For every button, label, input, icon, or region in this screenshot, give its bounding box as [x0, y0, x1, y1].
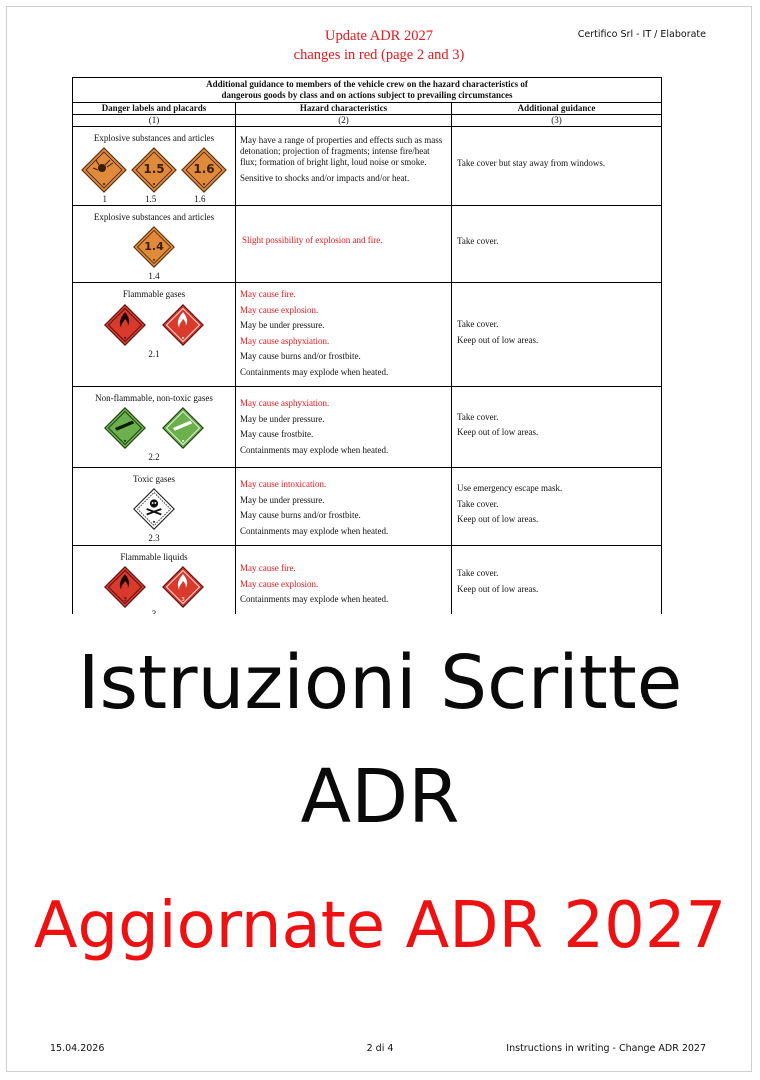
sign-number: 1 — [102, 194, 107, 204]
class-name: Flammable liquids — [120, 552, 188, 562]
table-cutoff — [72, 614, 672, 634]
hazard-cell — [236, 206, 452, 283]
danger-label-cell — [73, 283, 236, 387]
hazard-text: Containments may explode when heated. — [240, 525, 389, 536]
hazard-text: Containments may explode when heated. — [240, 366, 389, 377]
skull-crossbones-icon — [132, 487, 176, 531]
guidance-text: Take cover. — [457, 568, 499, 578]
sign-text: 1.4 — [144, 239, 164, 253]
hazard-text: May cause explosion. — [240, 578, 319, 589]
table-row — [73, 283, 662, 387]
col-num-1: (1) — [73, 115, 236, 127]
sign-number: 1.5 — [145, 194, 157, 204]
update-line-2: changes in red (page 2 and 3) — [293, 47, 465, 63]
hazard-text: May be under pressure. — [240, 320, 325, 330]
hazard-cell — [236, 387, 452, 468]
guidance-text: Keep out of low areas. — [457, 583, 539, 594]
sign-text: 1.6 — [193, 162, 215, 176]
col-head-labels: Danger labels and placards — [73, 103, 236, 115]
table-row — [73, 127, 662, 206]
hazard-text: May cause frostbite. — [240, 429, 314, 439]
class-name: Non-flammable, non-toxic gases — [95, 393, 213, 403]
guidance-text: Keep out of low areas. — [457, 514, 539, 525]
hazard-text: May cause fire. — [240, 289, 296, 299]
class-name: Toxic gases — [132, 474, 176, 484]
hazard-text: Slight possibility of explosion and fire. — [242, 235, 383, 245]
hazard-text: May cause burns and/or frostbite. — [240, 510, 361, 520]
table-title — [73, 78, 662, 103]
hazard-text: May cause asphyxiation. — [240, 335, 330, 346]
danger-label-cell — [73, 387, 236, 468]
hazard-cell — [236, 546, 452, 622]
col-num-3: (3) — [452, 115, 662, 127]
hazard-text: Containments may explode when heated. — [240, 594, 389, 604]
class-name: Flammable gases — [122, 289, 186, 299]
guidance-text: Keep out of low areas. — [457, 334, 539, 345]
flame-black-icon — [103, 565, 147, 609]
sign-number: 2.3 — [148, 533, 160, 543]
explosive-1-5-icon — [130, 146, 178, 194]
guidance-text: Take cover. — [457, 411, 499, 422]
big-title-line-1: Istruzioni Scritte — [77, 640, 683, 726]
danger-label-cell — [73, 468, 236, 546]
hazard-cell — [236, 127, 452, 206]
hazard-table — [72, 77, 662, 622]
col-head-hazards: Hazard characteristics — [236, 103, 452, 115]
footer-date: 15.04.2026 — [50, 1043, 105, 1054]
hazard-text: May cause burns and/or frostbite. — [240, 351, 361, 361]
col-num-2: (2) — [236, 115, 452, 127]
hazard-text: May cause fire. — [240, 563, 296, 573]
guidance-cell — [452, 127, 662, 206]
hazard-text: May be under pressure. — [240, 494, 325, 505]
sign-number: 1.4 — [148, 271, 160, 281]
header-company: Certifico Srl - IT / Elaborate — [577, 29, 706, 40]
footer-page-number: 2 di 4 — [366, 1043, 394, 1054]
danger-label-cell — [73, 206, 236, 283]
explosive-1-4-icon — [132, 225, 176, 269]
class-name: Explosive substances and articles — [93, 212, 215, 222]
guidance-text: Use emergency escape mask. — [457, 483, 563, 494]
danger-label-cell — [73, 546, 236, 622]
table-title-line-2: dangerous goods by class and on actions subject to prevailing circumstances — [221, 90, 513, 100]
hazard-text: May cause intoxication. — [240, 479, 327, 489]
explosive-bomb-icon — [80, 146, 128, 194]
guidance-text: Take cover. — [457, 498, 499, 509]
sign-text: 3 — [181, 596, 185, 603]
guidance-cell — [452, 468, 662, 546]
danger-label-cell — [73, 127, 236, 206]
table-title-line-1: Additional guidance to members of the vehicle crew on the hazard characteristics of — [206, 79, 528, 89]
big-title-line-3: Aggiornate ADR 2027 — [33, 889, 727, 963]
footer-document-title: Instructions in writing - Change ADR 2027 — [506, 1043, 706, 1054]
update-line-1: Update ADR 2027 — [325, 28, 433, 44]
guidance-cell — [452, 546, 662, 622]
guidance-text: Keep out of low areas. — [457, 427, 539, 437]
big-title-line-2: ADR — [300, 754, 460, 840]
guidance-text: Take cover. — [457, 319, 499, 329]
hazard-text: May have a range of properties and effects such as mass detonation; projection of fragments; intense fire/heat flux; formation of bright light, loud noise or smoke. — [240, 135, 443, 167]
sign-number: 2.1 — [148, 349, 160, 359]
flame-white-icon — [161, 565, 205, 609]
table-row — [73, 387, 662, 468]
class-name: Explosive substances and articles — [93, 133, 215, 143]
table-row — [73, 468, 662, 546]
guidance-cell — [452, 387, 662, 468]
guidance-cell — [452, 283, 662, 387]
table-row — [73, 546, 662, 622]
hazard-cell — [236, 283, 452, 387]
guidance-text: Take cover. — [457, 236, 499, 247]
hazard-text: May be under pressure. — [240, 413, 325, 424]
sign-number: 1.6 — [194, 194, 206, 204]
hazard-text: May cause asphyxiation. — [240, 398, 330, 408]
gas-cylinder-black-icon — [103, 406, 147, 450]
hazard-text: Sensitive to shocks and/or impacts and/or heat. — [240, 172, 410, 183]
hazard-text: Containments may explode when heated. — [240, 444, 389, 455]
sign-text: 3 — [123, 596, 127, 603]
guidance-cell — [452, 206, 662, 283]
table-row — [73, 206, 662, 283]
sign-text: 1.5 — [143, 162, 165, 176]
explosive-1-6-icon — [180, 146, 228, 194]
gas-cylinder-white-icon — [161, 406, 205, 450]
hazard-cell — [236, 468, 452, 546]
sign-number: 2.2 — [148, 452, 160, 462]
hazard-text: May cause explosion. — [240, 304, 319, 315]
guidance-text: Take cover but stay away from windows. — [457, 158, 606, 169]
flame-white-icon — [161, 303, 205, 347]
flame-black-icon — [103, 303, 147, 347]
col-head-guidance: Additional guidance — [452, 103, 662, 115]
